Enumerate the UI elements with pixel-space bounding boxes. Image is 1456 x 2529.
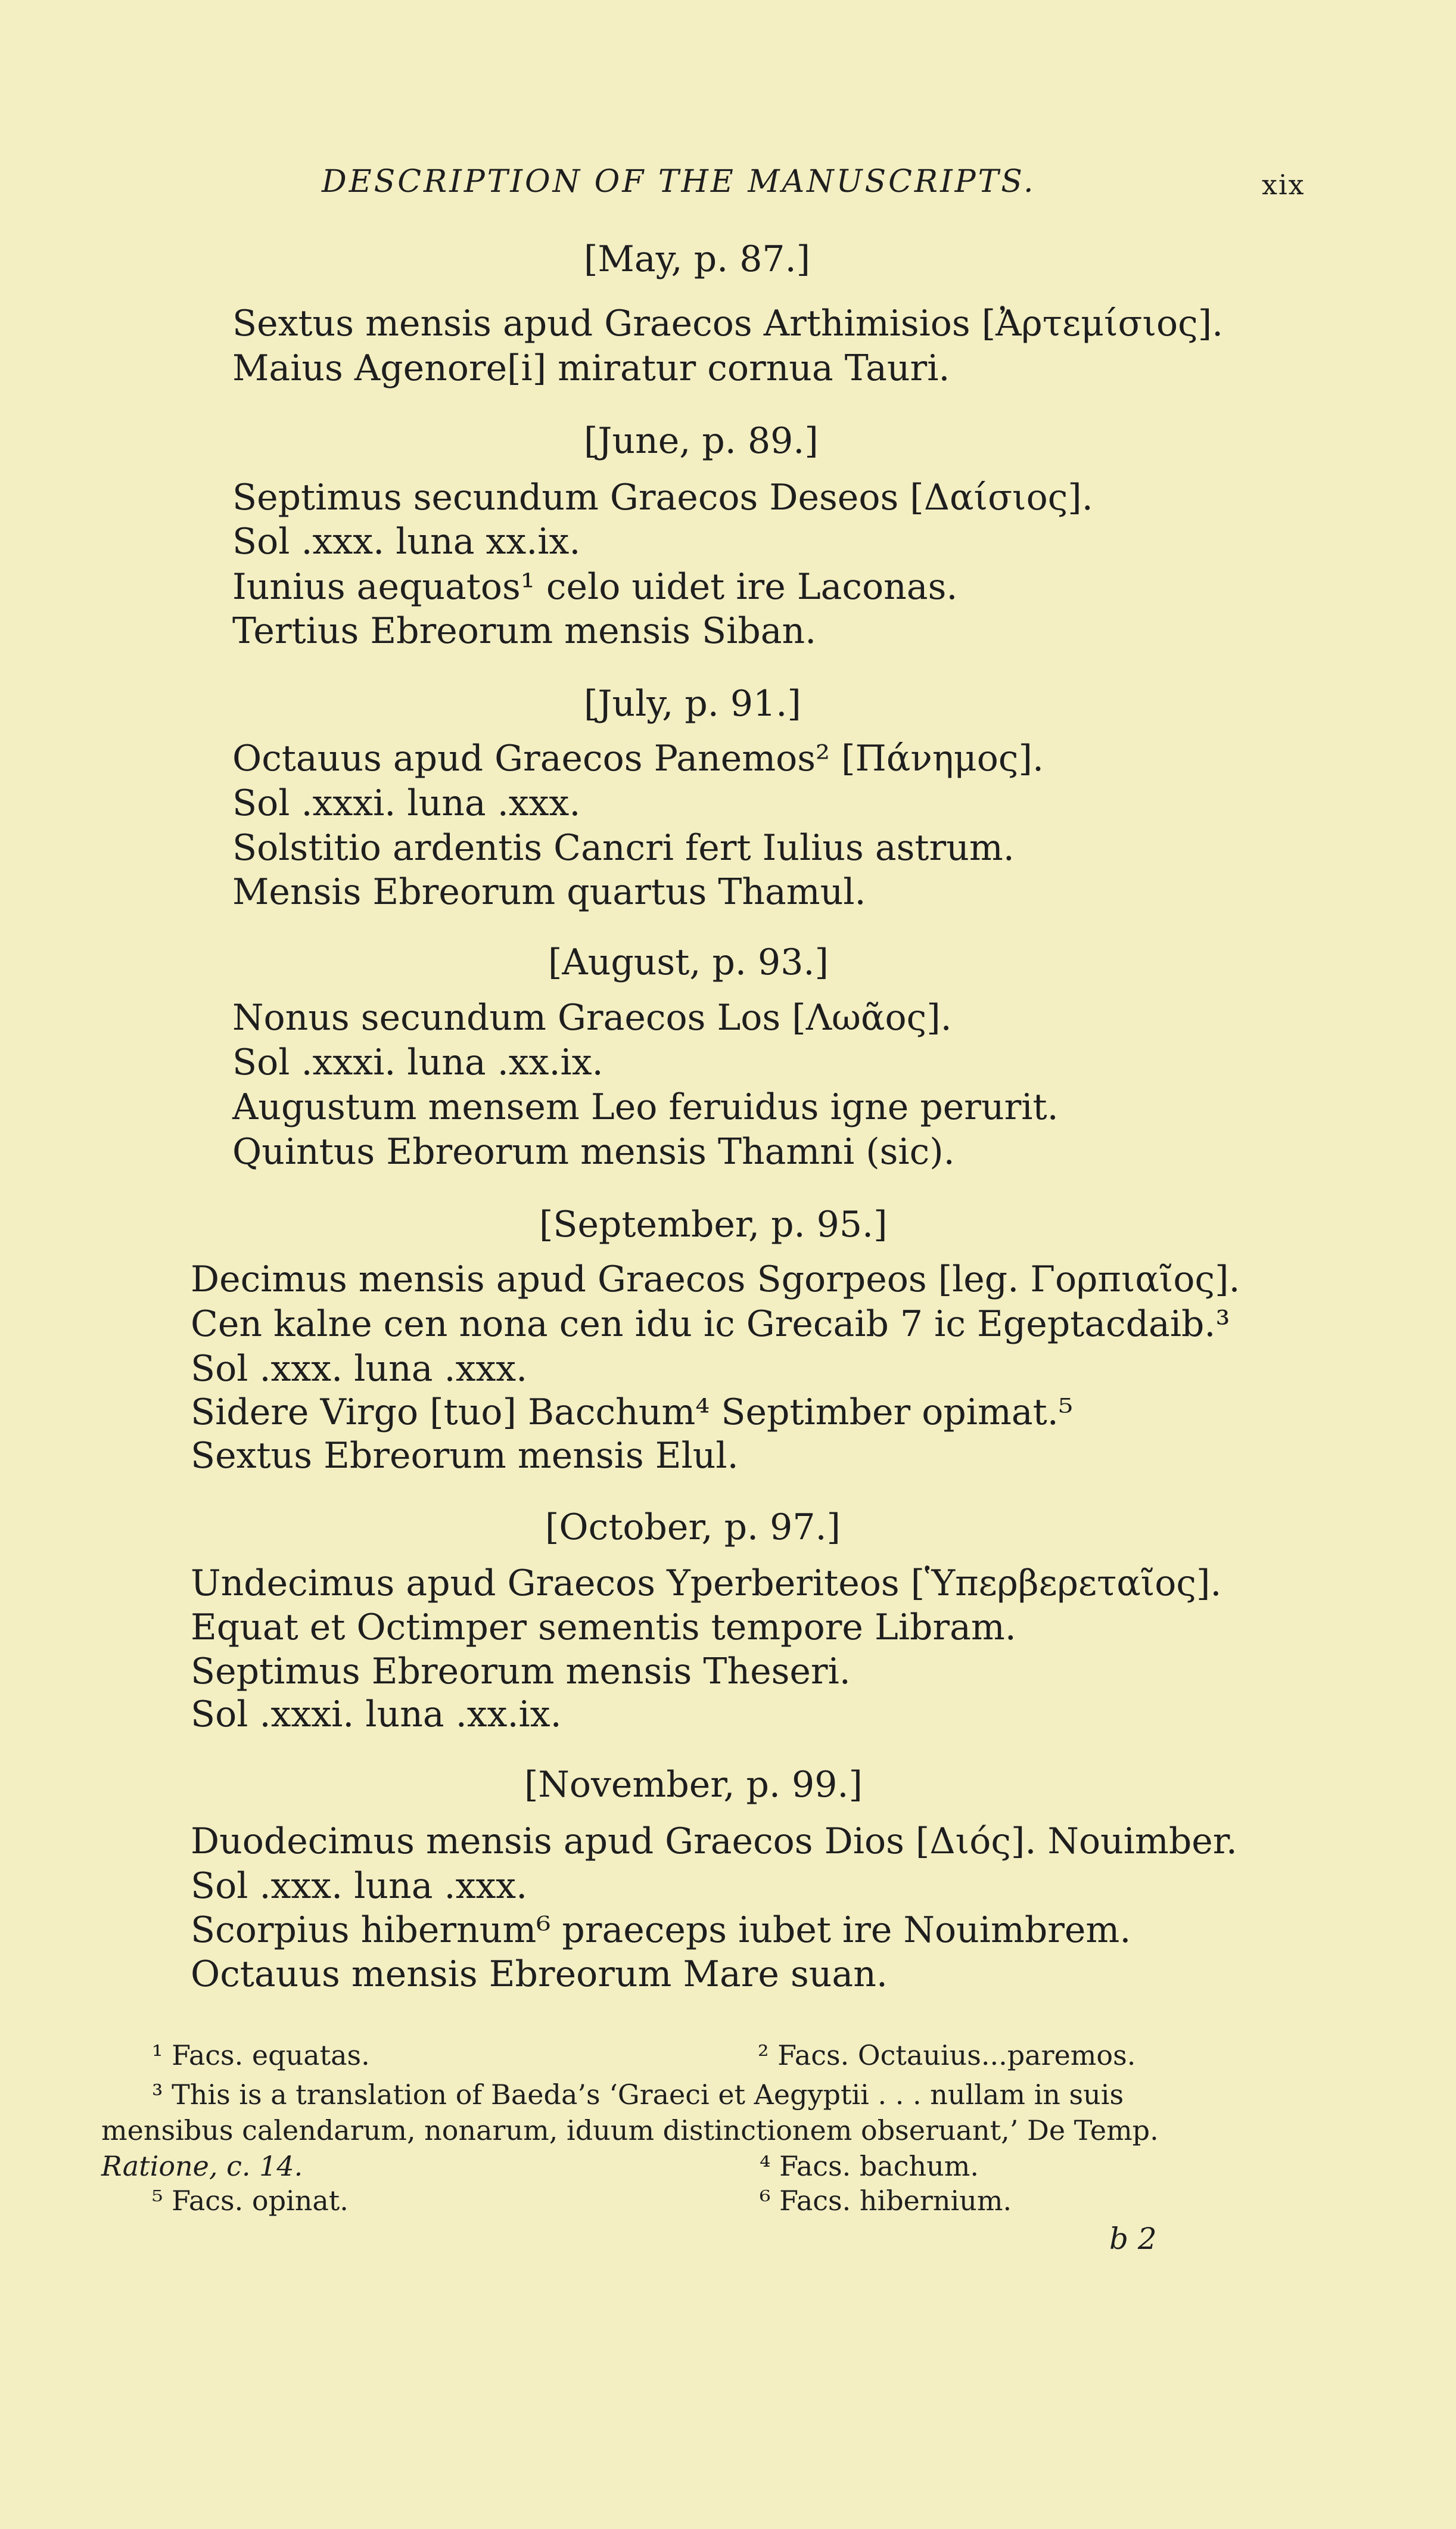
- page-number: xix: [1262, 169, 1305, 201]
- text-line: Sidere Virgo [tuo] Bacchum⁴ Septimber opimat.⁵: [191, 1391, 1073, 1433]
- text-line: Quintus Ebreorum mensis Thamni (sic).: [232, 1131, 955, 1173]
- text-line: Nonus secundum Graecos Los [Λωᾶος].: [232, 997, 952, 1039]
- text-line: Mensis Ebreorum quartus Thamul.: [232, 871, 866, 913]
- text-line: Sextus mensis apud Graecos Arthimisios [Ἀρτεμίσιος].: [232, 303, 1224, 344]
- text-line: Maius Agenore[i] miratur cornua Tauri.: [232, 347, 950, 389]
- footnote-3-cont: Ratione, c. 14.: [101, 2150, 303, 2182]
- footnote-6: ⁶ Facs. hibernium.: [760, 2185, 1012, 2217]
- text-line: Octauus mensis Ebreorum Mare suan.: [191, 1953, 888, 1995]
- footnote-3: ³ This is a translation of Baeda’s ‘Graeci et Aegyptii . . . nullam in suis: [152, 2078, 1124, 2111]
- text-line: Octauus apud Graecos Panemos² [Πάνημος].: [232, 738, 1044, 779]
- text-line: Sol .xxxi. luna .xx.ix.: [232, 1042, 603, 1083]
- text-line: Cen kalne cen nona cen idu ic Grecaib 7 ic Egeptacdaib.³: [191, 1303, 1230, 1345]
- text-line: Septimus Ebreorum mensis Theseri.: [191, 1651, 851, 1692]
- section-heading: [November, p. 99.]: [524, 1764, 863, 1806]
- text-line: Sextus Ebreorum mensis Elul.: [191, 1435, 739, 1477]
- section-heading: [July, p. 91.]: [584, 683, 801, 725]
- text-line: Equat et Octimper sementis tempore Libram.: [191, 1607, 1016, 1648]
- text-line: Septimus secundum Graecos Deseos [Δαίσιος].: [232, 477, 1093, 518]
- section-heading: [August, p. 93.]: [548, 942, 829, 983]
- footnote-3-cont: mensibus calendarum, nonarum, iduum distinctionem obseruant,’ De Temp.: [101, 2114, 1159, 2146]
- section-heading: [May, p. 87.]: [584, 238, 811, 280]
- text-line: Sol .xxx. luna .xxx.: [191, 1865, 528, 1907]
- text-line: Augustum mensem Leo feruidus igne perurit.: [232, 1086, 1059, 1128]
- running-title: DESCRIPTION OF THE MANUSCRIPTS.: [322, 164, 1036, 200]
- text-line: Sol .xxx. luna .xxx.: [191, 1348, 528, 1390]
- text-line: Iunius aequatos¹ celo uidet ire Laconas.: [232, 566, 958, 608]
- section-heading: [June, p. 89.]: [584, 420, 819, 462]
- text-line: Tertius Ebreorum mensis Siban.: [232, 610, 817, 652]
- text-line: Duodecimus mensis apud Graecos Dios [Διός]. Nouimber.: [191, 1820, 1237, 1862]
- text-line: Solstitio ardentis Cancri fert Iulius astrum.: [232, 827, 1015, 869]
- footnote-1: ¹ Facs. equatas.: [152, 2039, 370, 2071]
- section-heading: [October, p. 97.]: [545, 1506, 841, 1548]
- text-line: Sol .xxxi. luna .xxx.: [232, 782, 581, 824]
- text-line: Scorpius hibernum⁶ praeceps iubet ire Nouimbrem.: [191, 1909, 1131, 1951]
- text-line: Sol .xxx. luna xx.ix.: [232, 521, 581, 563]
- footnote-4: ⁴ Facs. bachum.: [760, 2150, 979, 2182]
- footnote-2: ² Facs. Octauius...paremos.: [758, 2039, 1136, 2071]
- text-line: Undecimus apud Graecos Yperberiteos [Ὑπερβερεταῖος].: [191, 1562, 1222, 1604]
- text-line: Decimus mensis apud Graecos Sgorpeos [leg. Γορπιαῖος].: [191, 1259, 1240, 1300]
- footnote-5: ⁵ Facs. opinat.: [152, 2185, 349, 2217]
- section-heading: [September, p. 95.]: [539, 1204, 888, 1245]
- signature-mark: b 2: [1109, 2222, 1157, 2256]
- text-line: Sol .xxxi. luna .xx.ix.: [191, 1694, 562, 1735]
